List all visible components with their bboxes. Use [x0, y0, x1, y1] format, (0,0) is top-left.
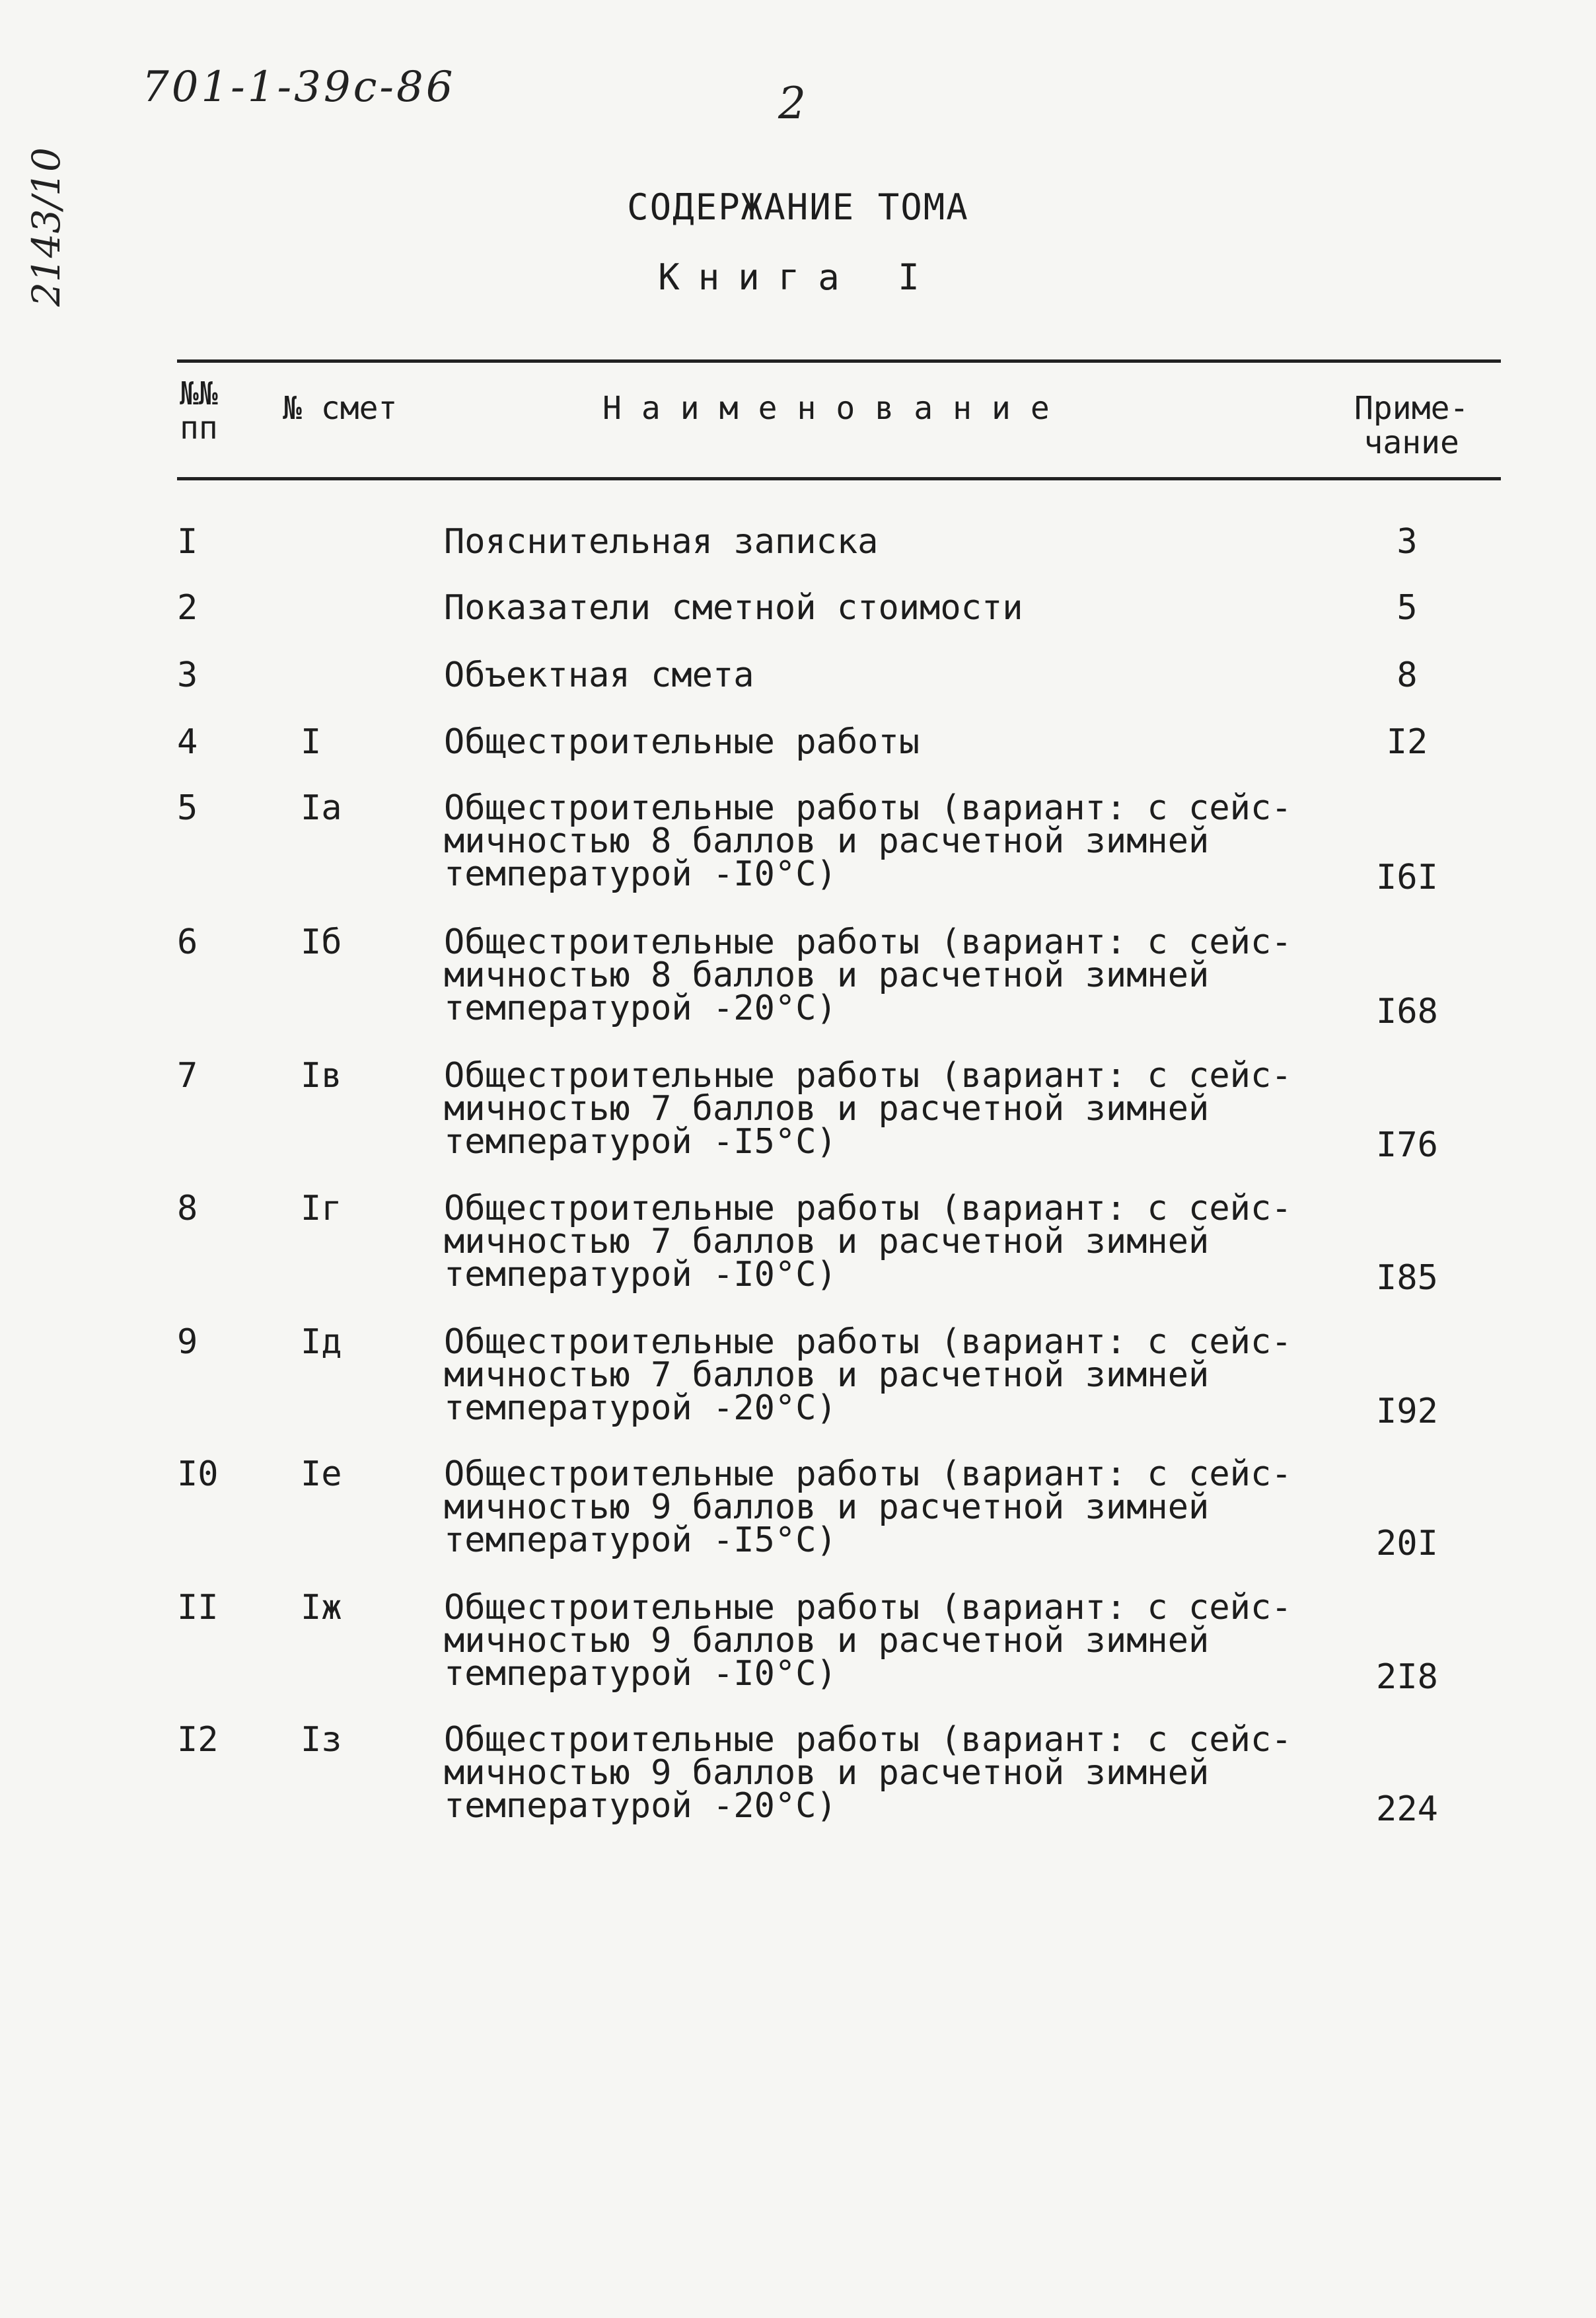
- row-number: II: [177, 1588, 219, 1627]
- row-name: Общестроительные работы: [444, 722, 920, 762]
- page-number-handwritten: 2: [778, 78, 806, 129]
- row-page: I2: [1386, 722, 1428, 762]
- row-number: 5: [177, 788, 198, 828]
- row-name: Объектная смета: [444, 655, 754, 695]
- row-page: 5: [1396, 588, 1418, 628]
- row-number: 3: [177, 655, 198, 695]
- row-page: I6I: [1376, 858, 1438, 897]
- estimate-number: Iж: [301, 1588, 342, 1627]
- volume-title: СОДЕРЖАНИЕ ТОМА: [627, 186, 969, 228]
- row-name: Общестроительные работы (вариант: с сейс- мичностью 7 баллов и расчетной зимней температурой -20°С): [444, 1322, 1292, 1428]
- row-name: Общестроительные работы (вариант: с сейс- мичностью 8 баллов и расчетной зимней температурой -I0°С): [444, 788, 1292, 894]
- row-name: Общестроительные работы (вариант: с сейс- мичностью 9 баллов и расчетной зимней температурой -I5°С): [444, 1454, 1292, 1560]
- row-page: 2I8: [1376, 1657, 1438, 1697]
- row-name: Общестроительные работы (вариант: с сейс- мичностью 9 баллов и расчетной зимней температурой -I0°С): [444, 1588, 1292, 1694]
- row-page: 20I: [1376, 1524, 1438, 1563]
- margin-note-handwritten: 2143/10: [24, 147, 69, 307]
- row-number: I: [177, 522, 198, 562]
- row-page: I85: [1376, 1258, 1438, 1298]
- row-page: 3: [1396, 522, 1418, 562]
- document-code-handwritten: 701-1-39с-86: [142, 63, 456, 112]
- header-note: Приме- чание: [1354, 390, 1469, 461]
- estimate-number: Iа: [301, 788, 342, 828]
- estimate-number: I: [301, 722, 322, 762]
- estimate-number: Iз: [301, 1720, 342, 1760]
- row-name: Показатели сметной стоимости: [444, 588, 1023, 628]
- header-name: Наименование: [602, 390, 1070, 427]
- estimate-number: Iб: [301, 922, 342, 962]
- estimate-number: Iв: [301, 1056, 342, 1096]
- row-page: 8: [1396, 655, 1418, 695]
- row-number: I0: [177, 1454, 219, 1494]
- row-name: Общестроительные работы (вариант: с сейс- мичностью 9 баллов и расчетной зимней температурой -20°С): [444, 1720, 1292, 1826]
- row-page: I92: [1376, 1392, 1438, 1431]
- row-page: 224: [1376, 1789, 1438, 1829]
- estimate-number: Iг: [301, 1189, 342, 1228]
- row-number: 8: [177, 1189, 198, 1228]
- row-page: I76: [1376, 1125, 1438, 1165]
- book-title: Книга I: [658, 256, 938, 298]
- row-number: 4: [177, 722, 198, 762]
- estimate-number: Iе: [301, 1454, 342, 1494]
- header-row-number: №№ пп: [180, 375, 218, 447]
- row-number: 6: [177, 922, 198, 962]
- row-name: Пояснительная записка: [444, 522, 879, 562]
- row-number: 7: [177, 1056, 198, 1096]
- row-name: Общестроительные работы (вариант: с сейс- мичностью 8 баллов и расчетной зимней температурой -20°С): [444, 922, 1292, 1028]
- row-name: Общестроительные работы (вариант: с сейс- мичностью 7 баллов и расчетной зимней температурой -I0°С): [444, 1189, 1292, 1294]
- row-number: I2: [177, 1720, 219, 1760]
- header-estimate-number: № смет: [283, 390, 398, 427]
- row-number: 9: [177, 1322, 198, 1362]
- row-page: I68: [1376, 992, 1438, 1031]
- row-name: Общестроительные работы (вариант: с сейс- мичностью 7 баллов и расчетной зимней температурой -I5°С): [444, 1056, 1292, 1162]
- row-number: 2: [177, 588, 198, 628]
- estimate-number: Iд: [301, 1322, 342, 1362]
